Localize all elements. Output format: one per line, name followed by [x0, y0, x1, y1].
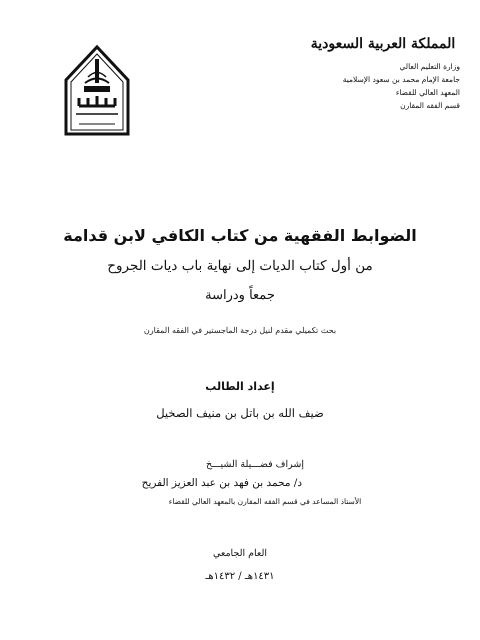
thesis-title: الضوابط الفقهية من كتاب الكافي لابن قدامة — [63, 226, 417, 245]
university-emblem-icon — [62, 44, 132, 136]
institution-line: قسم الفقه المقارن — [400, 101, 460, 110]
supervisor-label: إشراف فضـــيلة الشيـــخ — [206, 459, 304, 470]
institution-lines — [280, 60, 460, 112]
academic-year: ١٤٣١هـ / ١٤٣٢هـ — [205, 571, 275, 582]
student-name: ضيف الله بن باتل بن منيف الصخيل — [156, 406, 324, 420]
institution-line: المعهد العالي للقضاء — [395, 88, 460, 97]
academic-year-label: العام الجامعي — [212, 548, 268, 559]
thesis-method: جمعاً ودراسة — [205, 288, 275, 303]
institution-line: جامعة الإمام محمد بن سعود الإسلامية — [342, 75, 460, 84]
thesis-subtitle: من أول كتاب الديات إلى نهاية باب ديات الجروح — [107, 258, 373, 274]
student-label: إعداد الطالب — [205, 380, 275, 393]
institution-line: وزارة التعليم العالي — [399, 62, 460, 71]
supervisor-name: د/ محمد بن فهد بن عبد العزيز الفريح — [141, 477, 302, 489]
supervisor-title: الأستاذ المساعد في قسم الفقه المقارن بالمعهد العالي للقضاء — [168, 497, 362, 506]
kingdom-name: المملكة العربية السعودية — [310, 36, 456, 52]
degree-statement: بحث تكميلي مقدم لنيل درجة الماجستير في الفقه المقارن — [143, 326, 337, 335]
